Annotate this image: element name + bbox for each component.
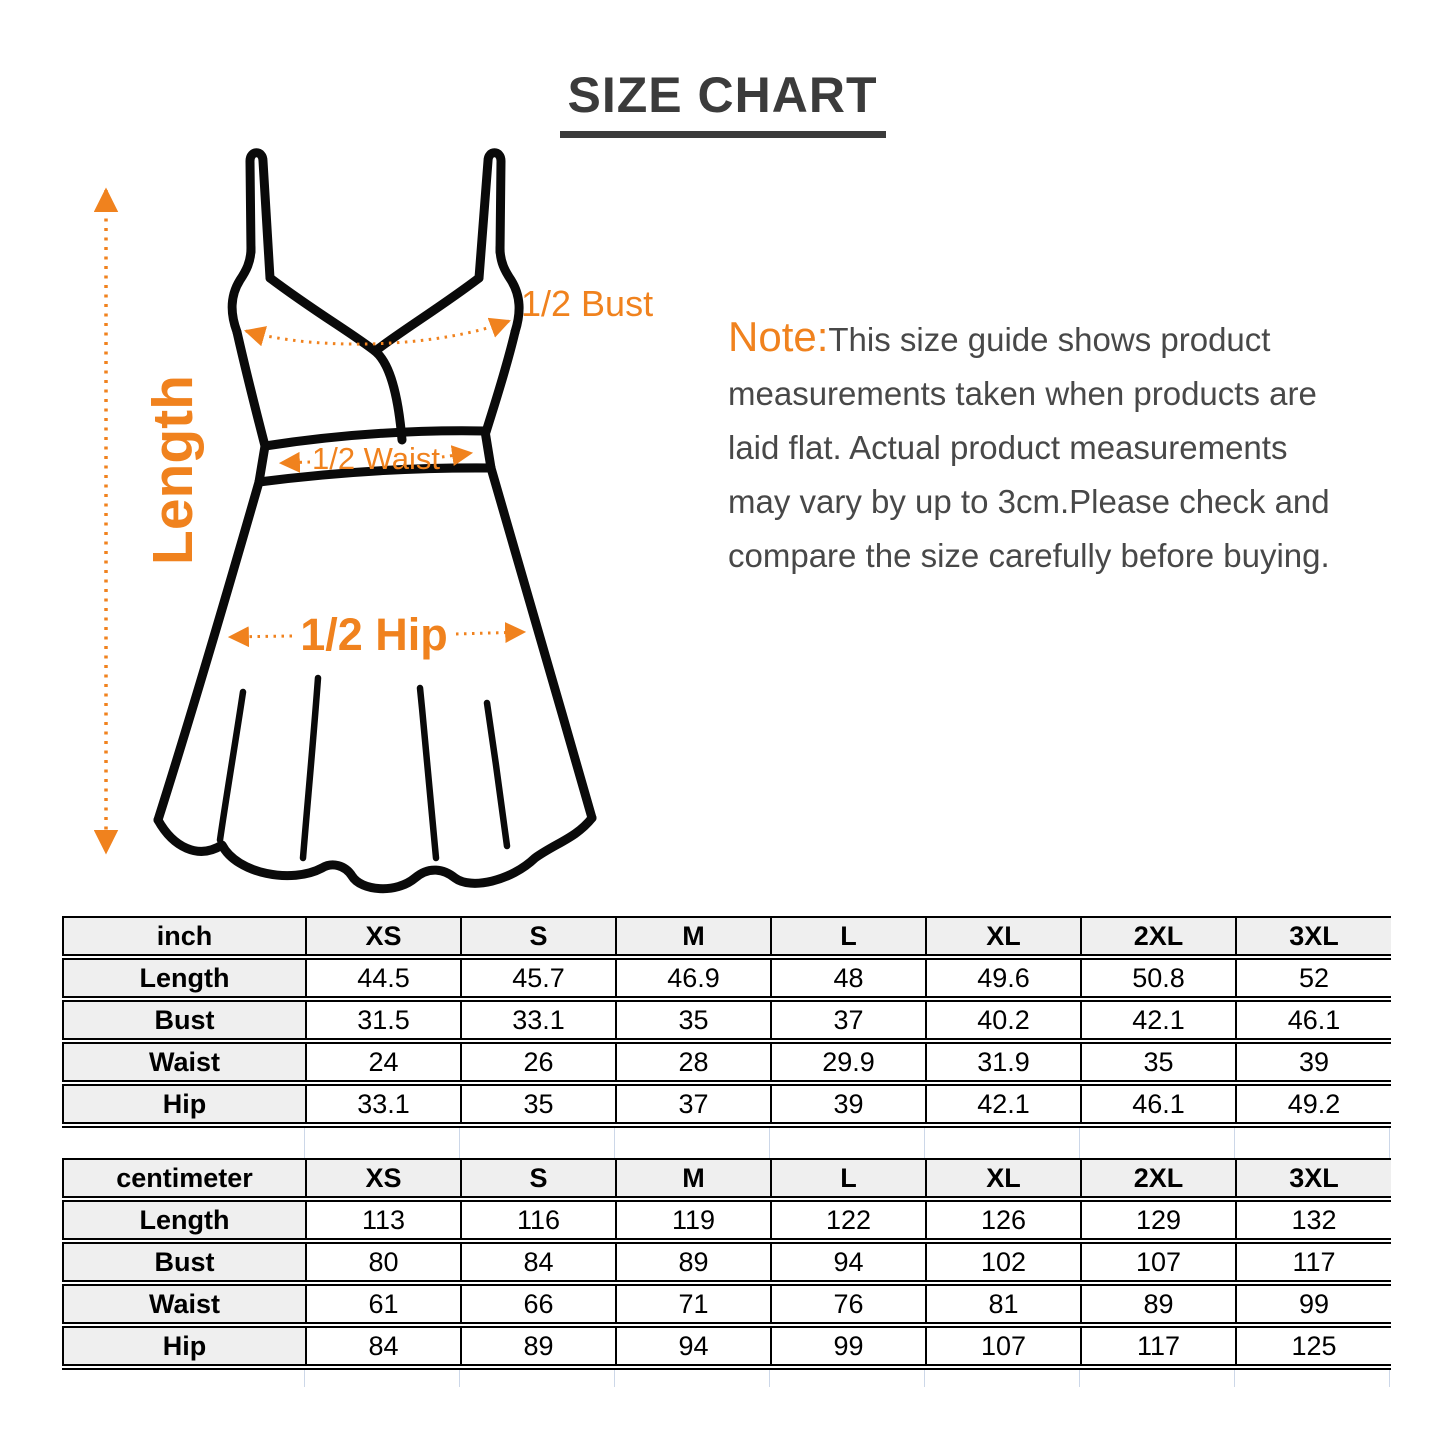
size-header-cell: S	[461, 917, 616, 957]
note-line: compare the size carefully before buying.	[728, 537, 1330, 574]
size-header-cell: XL	[926, 1159, 1081, 1199]
size-header-cell: XS	[306, 917, 461, 957]
measurement-value-cell: 37	[771, 999, 926, 1041]
measurement-value-cell: 49.6	[926, 957, 1081, 999]
measurement-value-cell: 99	[771, 1325, 926, 1367]
inch-size-table	[62, 916, 1391, 1128]
measurement-value-cell: 35	[1081, 1041, 1236, 1083]
table-gap-row	[62, 1128, 1390, 1158]
spacer-cell	[305, 1370, 460, 1387]
measurement-value-cell: 45.7	[461, 957, 616, 999]
measurement-value-cell: 89	[461, 1325, 616, 1367]
measurement-value-cell: 117	[1236, 1241, 1391, 1283]
measurement-value-cell: 116	[461, 1199, 616, 1241]
measurement-value-cell: 126	[926, 1199, 1081, 1241]
measurement-value-cell: 33.1	[306, 1083, 461, 1125]
size-header-cell: L	[771, 917, 926, 957]
spacer-cell	[1235, 1370, 1390, 1387]
measurement-value-cell: 35	[616, 999, 771, 1041]
measurement-row	[63, 1041, 1391, 1083]
measurement-value-cell: 132	[1236, 1199, 1391, 1241]
spacer-cell	[305, 1128, 460, 1158]
dress-outline	[158, 153, 592, 889]
size-header-cell: 2XL	[1081, 1159, 1236, 1199]
measurement-value-cell: 46.9	[616, 957, 771, 999]
size-header-cell: L	[771, 1159, 926, 1199]
measurement-label-cell: Waist	[63, 1283, 306, 1325]
spacer-cell	[460, 1370, 615, 1387]
measurement-value-cell: 48	[771, 957, 926, 999]
measurement-value-cell: 46.1	[1236, 999, 1391, 1041]
measurement-value-cell: 107	[926, 1325, 1081, 1367]
size-header-cell: XL	[926, 917, 1081, 957]
centimeter-size-table	[62, 1158, 1391, 1370]
measurement-value-cell: 119	[616, 1199, 771, 1241]
size-header-row	[63, 1159, 1391, 1199]
measurement-row	[63, 999, 1391, 1041]
measurement-value-cell: 107	[1081, 1241, 1236, 1283]
waist-label: 1/2 Waist	[311, 441, 441, 476]
spacer-cell	[770, 1370, 925, 1387]
size-header-cell: S	[461, 1159, 616, 1199]
spacer-cell	[925, 1128, 1080, 1158]
measurement-value-cell: 89	[1081, 1283, 1236, 1325]
measurement-value-cell: 129	[1081, 1199, 1236, 1241]
note-line-text: This size guide shows product	[828, 321, 1271, 358]
note-line: measurements taken when products are	[728, 375, 1317, 412]
measurement-value-cell: 50.8	[1081, 957, 1236, 999]
measurement-value-cell: 33.1	[461, 999, 616, 1041]
spacer-cell	[615, 1128, 770, 1158]
measurement-label-cell: Length	[63, 957, 306, 999]
measurement-value-cell: 40.2	[926, 999, 1081, 1041]
bust-label: 1/2 Bust	[521, 283, 654, 324]
size-header-cell: 3XL	[1236, 1159, 1391, 1199]
size-header-cell: 3XL	[1236, 917, 1391, 957]
measurement-value-cell: 76	[771, 1283, 926, 1325]
measurement-value-cell: 117	[1081, 1325, 1236, 1367]
measurement-value-cell: 61	[306, 1283, 461, 1325]
bottom-grid-row	[62, 1370, 1390, 1387]
size-header-cell: M	[616, 917, 771, 957]
note-label: Note:	[728, 313, 829, 360]
measurement-value-cell: 80	[306, 1241, 461, 1283]
measurement-label-cell: Length	[63, 1199, 306, 1241]
bust-arrow	[246, 321, 509, 344]
measurement-row	[63, 1283, 1391, 1325]
skirt-pleats	[220, 678, 507, 858]
measurement-row	[63, 1199, 1391, 1241]
measurement-value-cell: 29.9	[771, 1041, 926, 1083]
measurement-value-cell: 81	[926, 1283, 1081, 1325]
measurement-value-cell: 71	[616, 1283, 771, 1325]
measurement-value-cell: 37	[616, 1083, 771, 1125]
measurement-value-cell: 49.2	[1236, 1083, 1391, 1125]
spacer-cell	[615, 1370, 770, 1387]
measurement-value-cell: 26	[461, 1041, 616, 1083]
measurement-value-cell: 42.1	[926, 1083, 1081, 1125]
measurement-value-cell: 94	[616, 1325, 771, 1367]
measurement-value-cell: 113	[306, 1199, 461, 1241]
hip-label: 1/2 Hip	[300, 609, 448, 660]
measurement-value-cell: 102	[926, 1241, 1081, 1283]
measurement-label-cell: Hip	[63, 1325, 306, 1367]
measurement-label-cell: Hip	[63, 1083, 306, 1125]
size-header-row	[63, 917, 1391, 957]
measurement-value-cell: 39	[1236, 1041, 1391, 1083]
measurement-value-cell: 99	[1236, 1283, 1391, 1325]
note-line: may vary by up to 3cm.Please check and	[728, 483, 1330, 520]
spacer-cell	[770, 1128, 925, 1158]
measurement-value-cell: 28	[616, 1041, 771, 1083]
measurement-value-cell: 66	[461, 1283, 616, 1325]
measurement-row	[63, 1241, 1391, 1283]
measurement-value-cell: 31.9	[926, 1041, 1081, 1083]
measurement-label-cell: Bust	[63, 999, 306, 1041]
measurement-label-cell: Bust	[63, 1241, 306, 1283]
dress-measurement-diagram	[0, 0, 760, 920]
spacer-cell	[62, 1370, 305, 1387]
note-line	[728, 310, 1418, 367]
measurement-value-cell: 39	[771, 1083, 926, 1125]
spacer-cell	[925, 1370, 1080, 1387]
measurement-row	[63, 1325, 1391, 1367]
spacer-cell	[460, 1128, 615, 1158]
length-label: Length	[141, 375, 205, 565]
measurement-value-cell: 35	[461, 1083, 616, 1125]
measurement-value-cell: 84	[461, 1241, 616, 1283]
measurement-value-cell: 46.1	[1081, 1083, 1236, 1125]
measurement-value-cell: 89	[616, 1241, 771, 1283]
measurement-value-cell: 44.5	[306, 957, 461, 999]
measurement-row	[63, 957, 1391, 999]
spacer-cell	[1080, 1370, 1235, 1387]
spacer-cell	[1235, 1128, 1390, 1158]
measurement-value-cell: 31.5	[306, 999, 461, 1041]
measurement-value-cell: 84	[306, 1325, 461, 1367]
size-header-cell: M	[616, 1159, 771, 1199]
measurement-value-cell: 42.1	[1081, 999, 1236, 1041]
note-text	[728, 310, 1418, 583]
measurement-value-cell: 122	[771, 1199, 926, 1241]
page-title-text: SIZE CHART	[560, 66, 886, 138]
measurement-value-cell: 52	[1236, 957, 1391, 999]
measurement-label-cell: Waist	[63, 1041, 306, 1083]
measurement-value-cell: 125	[1236, 1325, 1391, 1367]
measurement-value-cell: 94	[771, 1241, 926, 1283]
spacer-cell	[62, 1128, 305, 1158]
measurement-row	[63, 1083, 1391, 1125]
spacer-cell	[1080, 1128, 1235, 1158]
unit-header-cell: centimeter	[63, 1159, 306, 1199]
note-line: laid flat. Actual product measurements	[728, 429, 1288, 466]
size-header-cell: 2XL	[1081, 917, 1236, 957]
measurement-value-cell: 24	[306, 1041, 461, 1083]
unit-header-cell: inch	[63, 917, 306, 957]
size-header-cell: XS	[306, 1159, 461, 1199]
